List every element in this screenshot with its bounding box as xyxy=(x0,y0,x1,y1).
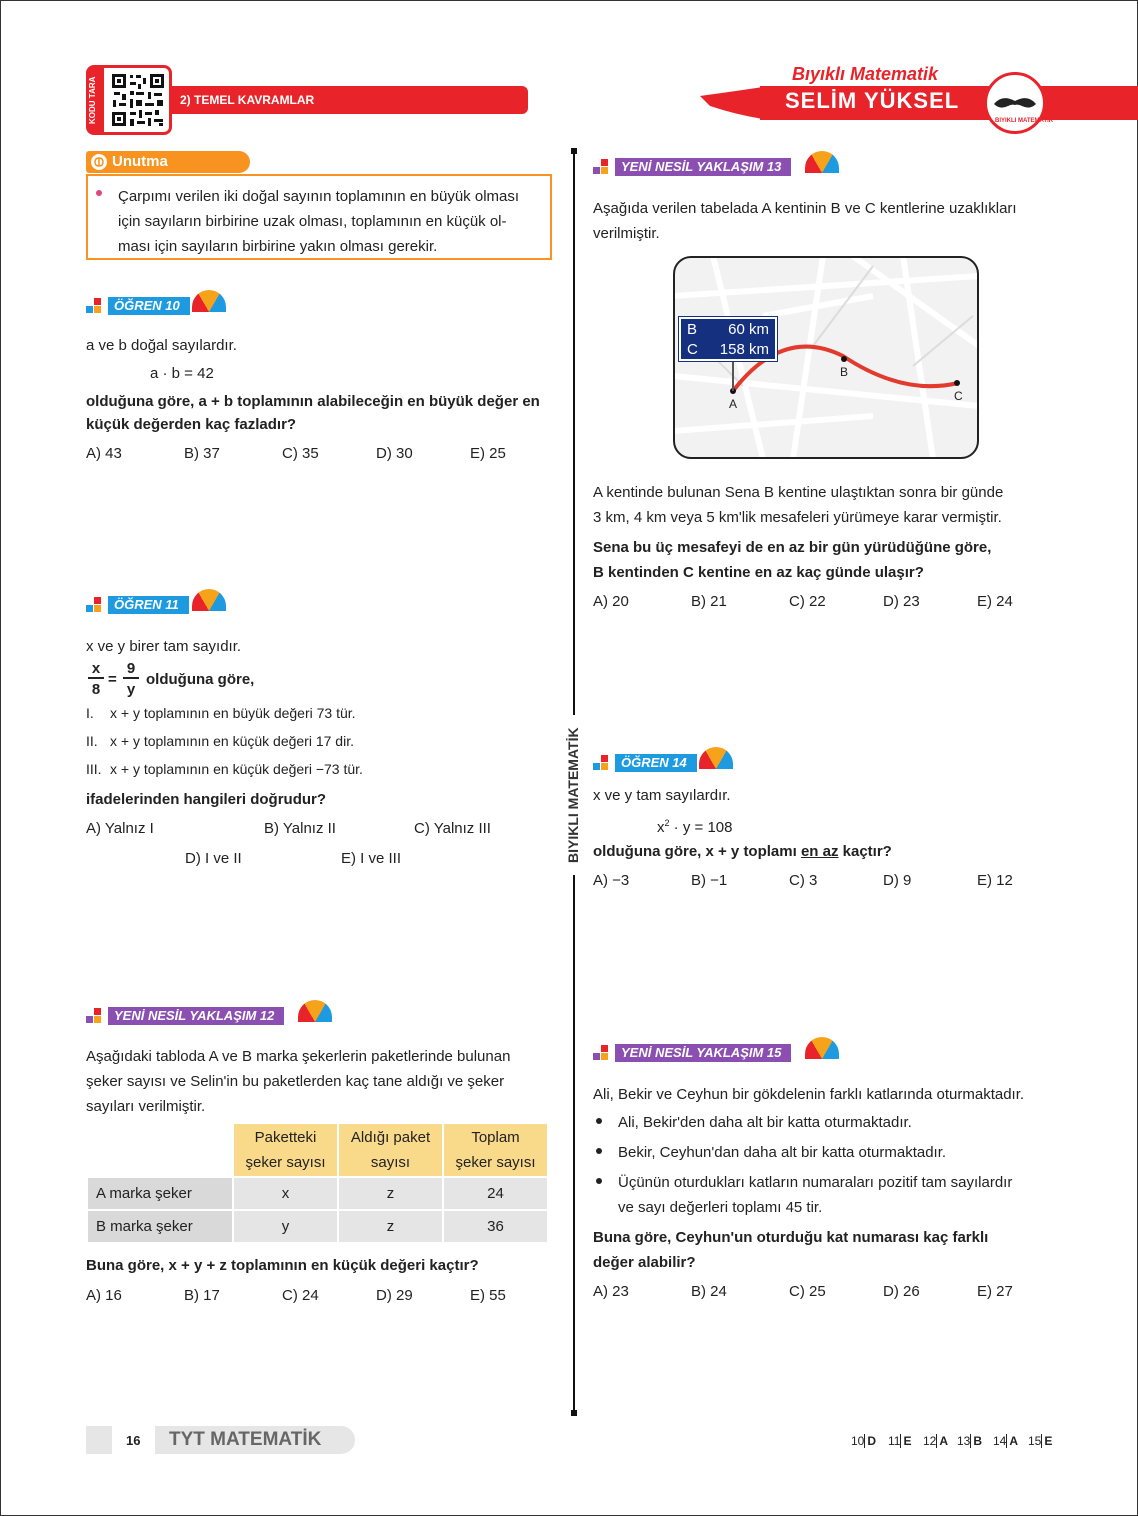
q12-option-c[interactable]: C) 24 xyxy=(282,1287,319,1304)
answer-key-14: 14 A xyxy=(993,1434,1019,1448)
side-brand-text: BIYIKLI MATEMATİK xyxy=(565,715,583,875)
q10-option-a[interactable]: A) 43 xyxy=(86,445,122,462)
q10-line1: a ve b doğal sayılardır. xyxy=(86,337,237,354)
q14-question: olduğuna göre, x + y toplamı en az kaçtır? xyxy=(593,843,892,860)
q11-option-d[interactable]: D) I ve II xyxy=(185,850,242,867)
q13-question-2: B kentinden C kentine en az kaç günde ulaşır? xyxy=(593,564,924,581)
q13-body-2: 3 km, 4 km veya 5 km'lik mesafeleri yürümeye karar vermiştir. xyxy=(593,509,1002,526)
answer-key-10: 10 D xyxy=(851,1434,877,1448)
q13-option-e[interactable]: E) 24 xyxy=(977,593,1013,610)
table-row: A marka şeker x z 24 xyxy=(87,1177,548,1210)
q12-line2: şeker sayısı ve Selin'in bu paketlerden kaç tane aldığı ve şeker xyxy=(86,1073,505,1090)
tag-yeni-nesil-12: YENİ NESİL YAKLAŞIM 12 xyxy=(108,1007,284,1025)
q12-option-b[interactable]: B) 17 xyxy=(184,1287,220,1304)
q10-equation: a · b = 42 xyxy=(150,365,214,382)
q15-option-d[interactable]: D) 26 xyxy=(883,1283,920,1300)
q15-question-2: değer alabilir? xyxy=(593,1254,696,1271)
bullet-dot xyxy=(596,1178,602,1184)
q14-option-e[interactable]: E) 12 xyxy=(977,872,1013,889)
map-label-c: C xyxy=(954,389,963,403)
frac2-den: y xyxy=(126,681,136,698)
q13-line2: verilmiştir. xyxy=(593,225,660,242)
section-icon xyxy=(86,298,102,314)
candy-table xyxy=(86,1122,549,1244)
q13-option-b[interactable]: B) 21 xyxy=(691,593,727,610)
q15-bullet-3-cont: ve sayı değerleri toplamı 45 tir. xyxy=(618,1199,823,1216)
q15-option-a[interactable]: A) 23 xyxy=(593,1283,629,1300)
q10-option-b[interactable]: B) 37 xyxy=(184,445,220,462)
q13-option-c[interactable]: C) 22 xyxy=(789,593,826,610)
divider-end xyxy=(571,148,577,154)
unutma-line-1: Çarpımı verilen iki doğal sayının toplamının en büyük olması xyxy=(118,188,520,205)
q11-option-c[interactable]: C) Yalnız III xyxy=(414,820,491,837)
bullet-dot xyxy=(596,1118,602,1124)
bullet-dot xyxy=(596,1148,602,1154)
q11-item-2-num: II. xyxy=(86,733,98,749)
section-icon xyxy=(593,159,609,175)
q12-option-d[interactable]: D) 29 xyxy=(376,1287,413,1304)
section-icon xyxy=(593,755,609,771)
section-icon xyxy=(593,1045,609,1061)
q13-body-1: A kentinde bulunan Sena B kentine ulaştıktan sonra bir günde xyxy=(593,484,1004,501)
header-toplam: Toplam şeker sayısı xyxy=(443,1123,548,1177)
q11-option-b[interactable]: B) Yalnız II xyxy=(264,820,336,837)
q11-item-3: x + y toplamının en küçük değeri −73 tür. xyxy=(110,761,363,777)
q14-option-b[interactable]: B) −1 xyxy=(691,872,728,889)
q15-bullet-2: Bekir, Ceyhun'dan daha alt bir katta oturmaktadır. xyxy=(618,1144,947,1161)
q15-option-b[interactable]: B) 24 xyxy=(691,1283,727,1300)
logo-text: BIYIKLI MATEMATİK xyxy=(995,118,1054,124)
q12-option-e[interactable]: E) 55 xyxy=(470,1287,506,1304)
q10-question-1: olduğuna göre, a + b toplamının alabileceğin en büyük değer en xyxy=(86,393,540,410)
q10-option-d[interactable]: D) 30 xyxy=(376,445,413,462)
frac2-num: 9 xyxy=(123,660,139,679)
header-paketteki: Paketteki şeker sayısı xyxy=(233,1123,338,1177)
topic-bar: 2) TEMEL KAVRAMLAR xyxy=(172,86,528,114)
q12-option-a[interactable]: A) 16 xyxy=(86,1287,122,1304)
q11-item-1-num: I. xyxy=(86,705,94,721)
q15-bullet-3: Üçünün oturdukları katların numaraları pozitif tam sayılardır xyxy=(618,1174,1013,1191)
q10-option-c[interactable]: C) 35 xyxy=(282,445,319,462)
brand-name: SELİM YÜKSEL xyxy=(785,88,960,113)
footer-block xyxy=(86,1426,112,1454)
sign-city-c: C xyxy=(687,341,698,358)
map-label-b: B xyxy=(840,365,849,379)
q15-question-1: Buna göre, Ceyhun'un oturduğu kat numarası kaç farklı xyxy=(593,1229,989,1246)
q11-item-1: x + y toplamının en büyük değeri 73 tür. xyxy=(110,705,356,721)
tag-yeni-nesil-15: YENİ NESİL YAKLAŞIM 15 xyxy=(615,1044,791,1062)
sign-city-b: B xyxy=(687,321,698,338)
q15-option-c[interactable]: C) 25 xyxy=(789,1283,826,1300)
section-icon xyxy=(86,597,102,613)
section-icon xyxy=(86,1008,102,1024)
q11-item-2: x + y toplamının en küçük değeri 17 dir. xyxy=(110,733,354,749)
q13-option-a[interactable]: A) 20 xyxy=(593,593,629,610)
answer-key-11: 11 E xyxy=(888,1434,912,1448)
q10-question-2: küçük değerden kaç fazladır? xyxy=(86,416,297,433)
q13-question-1: Sena bu üç mesafeyi de en az bir gün yürüdüğüne göre, xyxy=(593,539,992,556)
q12-line1: Aşağıdaki tabloda A ve B marka şekerlerin paketlerinde bulunan xyxy=(86,1048,511,1065)
q11-condition: olduğuna göre, xyxy=(146,671,255,688)
q13-line1: Aşağıda verilen tabelada A kentinin B ve C kentlerine uzaklıkları xyxy=(593,200,1017,217)
map-label-a: A xyxy=(729,397,738,411)
distance-sign xyxy=(679,317,777,361)
frac-equals: = xyxy=(108,671,117,688)
unutma-tag: Unutma xyxy=(86,151,250,173)
q15-intro: Ali, Bekir ve Ceyhun bir gökdelenin farklı katlarında oturmaktadır. xyxy=(593,1086,1025,1103)
header-aldigi: Aldığı paket sayısı xyxy=(338,1123,443,1177)
q11-option-a[interactable]: A) Yalnız I xyxy=(86,820,154,837)
divider-end xyxy=(571,1410,577,1416)
answer-key-12: 12 A xyxy=(923,1434,949,1448)
answer-key-15: 15 E xyxy=(1028,1434,1053,1448)
q12-line3: sayıları verilmiştir. xyxy=(86,1098,206,1115)
q15-option-e[interactable]: E) 27 xyxy=(977,1283,1013,1300)
q11-line1: x ve y birer tam sayıdır. xyxy=(86,638,242,655)
qr-label: KODU TARA xyxy=(88,68,104,132)
frac1-num: x xyxy=(88,660,104,679)
q15-bullet-1: Ali, Bekir'den daha alt bir katta oturmaktadır. xyxy=(618,1114,912,1131)
page-number: 16 xyxy=(126,1433,141,1448)
tag-yeni-nesil-13: YENİ NESİL YAKLAŞIM 13 xyxy=(615,158,791,176)
unutma-line-2: için sayıların birbirine uzak olması, toplamının en küçük ol- xyxy=(118,213,507,230)
q10-option-e[interactable]: E) 25 xyxy=(470,445,506,462)
sign-dist-b: 60 km xyxy=(728,321,769,338)
unutma-line-3: ması için sayıların birbirine yakın olması gerekir. xyxy=(118,238,438,255)
sign-dist-c: 158 km xyxy=(719,341,769,358)
q13-option-d[interactable]: D) 23 xyxy=(883,593,920,610)
footer-title: TYT MATEMATİK xyxy=(155,1426,355,1454)
frac1-den: 8 xyxy=(91,681,101,698)
q14-option-a[interactable]: A) −3 xyxy=(593,872,630,889)
q14-equation: $x^2 \cdot y = 108$ xyxy=(657,818,733,836)
q14-line1: x ve y tam sayılardır. xyxy=(593,787,731,804)
bullet-dot xyxy=(96,190,102,196)
tag-ogren-10: ÖĞREN 10 xyxy=(108,297,190,315)
tag-ogren-14: ÖĞREN 14 xyxy=(615,754,697,772)
q11-item-3-num: III. xyxy=(86,761,102,777)
q11-question: ifadelerinden hangileri doğrudur? xyxy=(86,791,327,808)
qr-code-icon[interactable] xyxy=(110,72,166,128)
q11-option-e[interactable]: E) I ve III xyxy=(341,850,402,867)
answer-key-13: 13 B xyxy=(957,1434,983,1448)
brain-icon xyxy=(90,153,108,171)
table-row: B marka şeker y z 36 xyxy=(87,1210,548,1243)
brand-title: Bıyıklı Matematik xyxy=(792,64,939,84)
q14-option-c[interactable]: C) 3 xyxy=(789,872,818,889)
q12-question: Buna göre, x + y + z toplamının en küçük değeri kaçtır? xyxy=(86,1257,479,1274)
tag-ogren-11: ÖĞREN 11 xyxy=(108,596,189,614)
q14-option-d[interactable]: D) 9 xyxy=(883,872,912,889)
